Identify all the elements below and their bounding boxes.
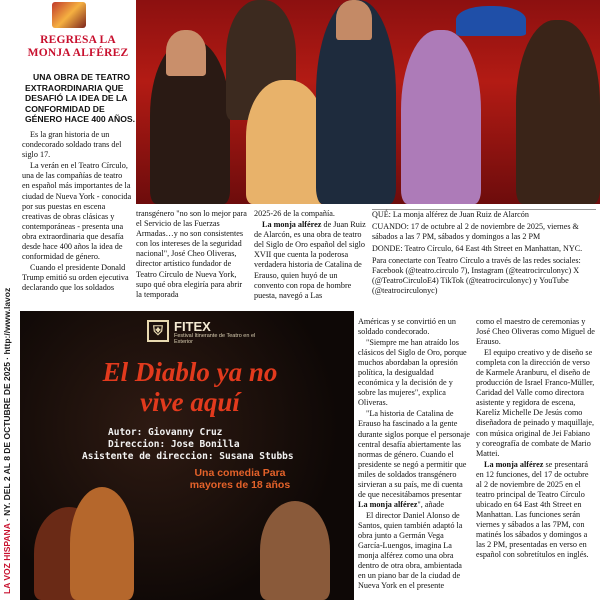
event-poster bbox=[20, 311, 354, 600]
paragraph: Es la gran historia de un condecorado soldado trans del siglo 17. bbox=[22, 130, 122, 160]
poster-figure bbox=[260, 501, 330, 600]
paragraph: La verán en el Teatro Círculo, una de las compañías de teatro en español más importantes de la ciudad de Nueva York - conocida por sus puestas en escena creativas de obras clásicas y contemporáneas - presenta una obra extraordinaria que desafía desde hace 400 años la idea de conformidad de género. bbox=[22, 161, 132, 262]
cast-photo bbox=[136, 0, 600, 204]
play-title: La monja alférez bbox=[484, 459, 544, 469]
article-kicker: REGRESA LA MONJA ALFÉREZ bbox=[27, 34, 129, 59]
article-deck: UNA OBRA DE TEATRO EXTRAORDINARIA QUE DESAFIÓ LA IDEA DE LA CONFORMIDAD DE GÉNERO HACE 400 AÑOS. bbox=[25, 72, 135, 124]
paragraph: como el maestro de ceremonias y José Cheo Oliveras como Miguel de Erauso. bbox=[476, 317, 595, 347]
poster-tagline: Una comedia Para mayores de 18 años bbox=[189, 467, 291, 491]
article-column-1 bbox=[22, 130, 132, 295]
paragraph-text: se presentará en 12 funciones, del 17 de octubre al 2 de noviembre de 2025 en el teatro principal de Teatro Círculo ubicado en 64 East 4th Street en Manhattan. Las funciones serán viernes y sábados a las 7PM, con matinés los sábados y domingos a las 2 PM, presentadas en verso en español con sobretítulos en inglés. bbox=[476, 459, 589, 560]
page-spine bbox=[0, 0, 16, 600]
play-title: La monja alférez bbox=[358, 499, 418, 509]
poster-director: Direccion: Jose Bonilla bbox=[108, 439, 240, 450]
paragraph: "Siempre me han atraído los clásicos del Siglo de Oro, porque muchos abordaban la opresión política, la desigualdad económica y la decisión de y sobre las mujeres", explica Oliveras. bbox=[358, 338, 467, 408]
poster-author: Autor: Giovanny Cruz bbox=[108, 427, 223, 438]
paragraph: 2025-26 de la compañía. bbox=[254, 209, 335, 218]
article-column-5 bbox=[476, 317, 596, 561]
spine-issue: · NY. DEL 2 AL 8 DE OCTUBRE DE 2025 · http://www.lavoz bbox=[2, 287, 12, 524]
paragraph: Américas y se convirtió en un soldado condecorado. bbox=[358, 317, 456, 337]
paragraph: El equipo creativo y de diseño se completa con la dirección de verso de Karmele Aranburu, el diseño de producción de Israel Franco-Müller, Caridad del Valle como directora asistente y regidora de escena, Karelíz Michelle De Jesús como diseñadora de peinado y maquillaje, con música original de Jei Fabiano y coreografía de combate de Mario Mattei. bbox=[476, 348, 595, 458]
paragraph-text: ", añade bbox=[417, 499, 444, 509]
paragraph bbox=[358, 409, 470, 509]
paragraph: transgénero "no son lo mejor para el Servicio de las Fuerzas Armadas…y no son consistentes con los intereses de la seguridad nacional", José Cheo Oliveras, director artístico fundador de Teatro Círculo de Nueva York, supo qué obra elegiría para abrir la temporada bbox=[136, 209, 247, 299]
paragraph-text: "La historia de Catalina de Erauso ha fascinado a la gente durante siglos porque el personaje central desafía abiertamente las normas de género. Cuando el presidente se negó a permitir que miles de soldados transgénero sirvieran a su país, me di cuenta de que necesitábamos presentar bbox=[358, 409, 470, 499]
article-column-4 bbox=[358, 317, 470, 592]
spine-paper-name: LA VOZ HISPANA bbox=[2, 523, 12, 594]
info-where: DONDE: Teatro Círculo, 64 East 4th Street en Manhattan, NYC. bbox=[372, 244, 583, 253]
event-info-box bbox=[372, 210, 596, 298]
play-title: La monja alférez bbox=[262, 220, 322, 230]
spine-text bbox=[2, 4, 16, 594]
poster-figure bbox=[70, 487, 134, 600]
info-social: Para conectarte con Teatro Círculo a través de las redes sociales: Facebook (@teatro.circulo 7), Instagram (@teatrocirculonyc) X (@TeatroCirculoE4) TikTok (@teatrocirculonyc) y YouTube (@teatrocirculonyc) bbox=[372, 256, 581, 295]
poster-title-line: vive aquí bbox=[140, 387, 240, 417]
thumbnail-photo bbox=[52, 2, 86, 28]
poster-org-subtitle: Festival Itinerante de Teatro en el Exterior bbox=[174, 333, 256, 346]
article-column-2 bbox=[136, 209, 248, 301]
poster-title bbox=[40, 357, 340, 417]
paragraph: Cuando el presidente Donald Trump emitió su orden ejecutiva declarando que los soldados bbox=[22, 263, 129, 293]
poster-org-name: FITEX bbox=[174, 319, 211, 334]
poster-assistant: Asistente de direccion: Susana Stubbs bbox=[82, 451, 294, 462]
info-when: CUANDO: 17 de octubre al 2 de noviembre de 2025, viernes & sábados a las 7 PM, sábados y domingos a las 2 PM bbox=[372, 222, 579, 241]
info-what: QUÉ: La monja alférez de Juan Ruiz de Alarcón bbox=[372, 210, 529, 219]
article-column-3 bbox=[254, 209, 366, 302]
paragraph-text: de Juan Ruiz de Alarcón, es una obra de teatro del Siglo de Oro español del siglo XVII que cuenta la poderosa verdadera historia de Catalina de Erauso, quien huyó de un convento con ropa de hombre puesta, navegó a Las bbox=[254, 220, 366, 300]
poster-title-line: El Diablo ya no bbox=[102, 357, 278, 387]
paragraph bbox=[254, 220, 366, 301]
paragraph: El director Daniel Alonso de Santos, quien también adaptó la obra junto a Germán Vega García-Luengos, imagina La monja alférez como una obra dentro de otra obra, ambientada en un piano bar de la ciudad de Nueva York en el presente bbox=[358, 510, 463, 591]
fitex-logo-icon: ⛨ bbox=[147, 320, 169, 342]
paragraph bbox=[476, 460, 596, 560]
